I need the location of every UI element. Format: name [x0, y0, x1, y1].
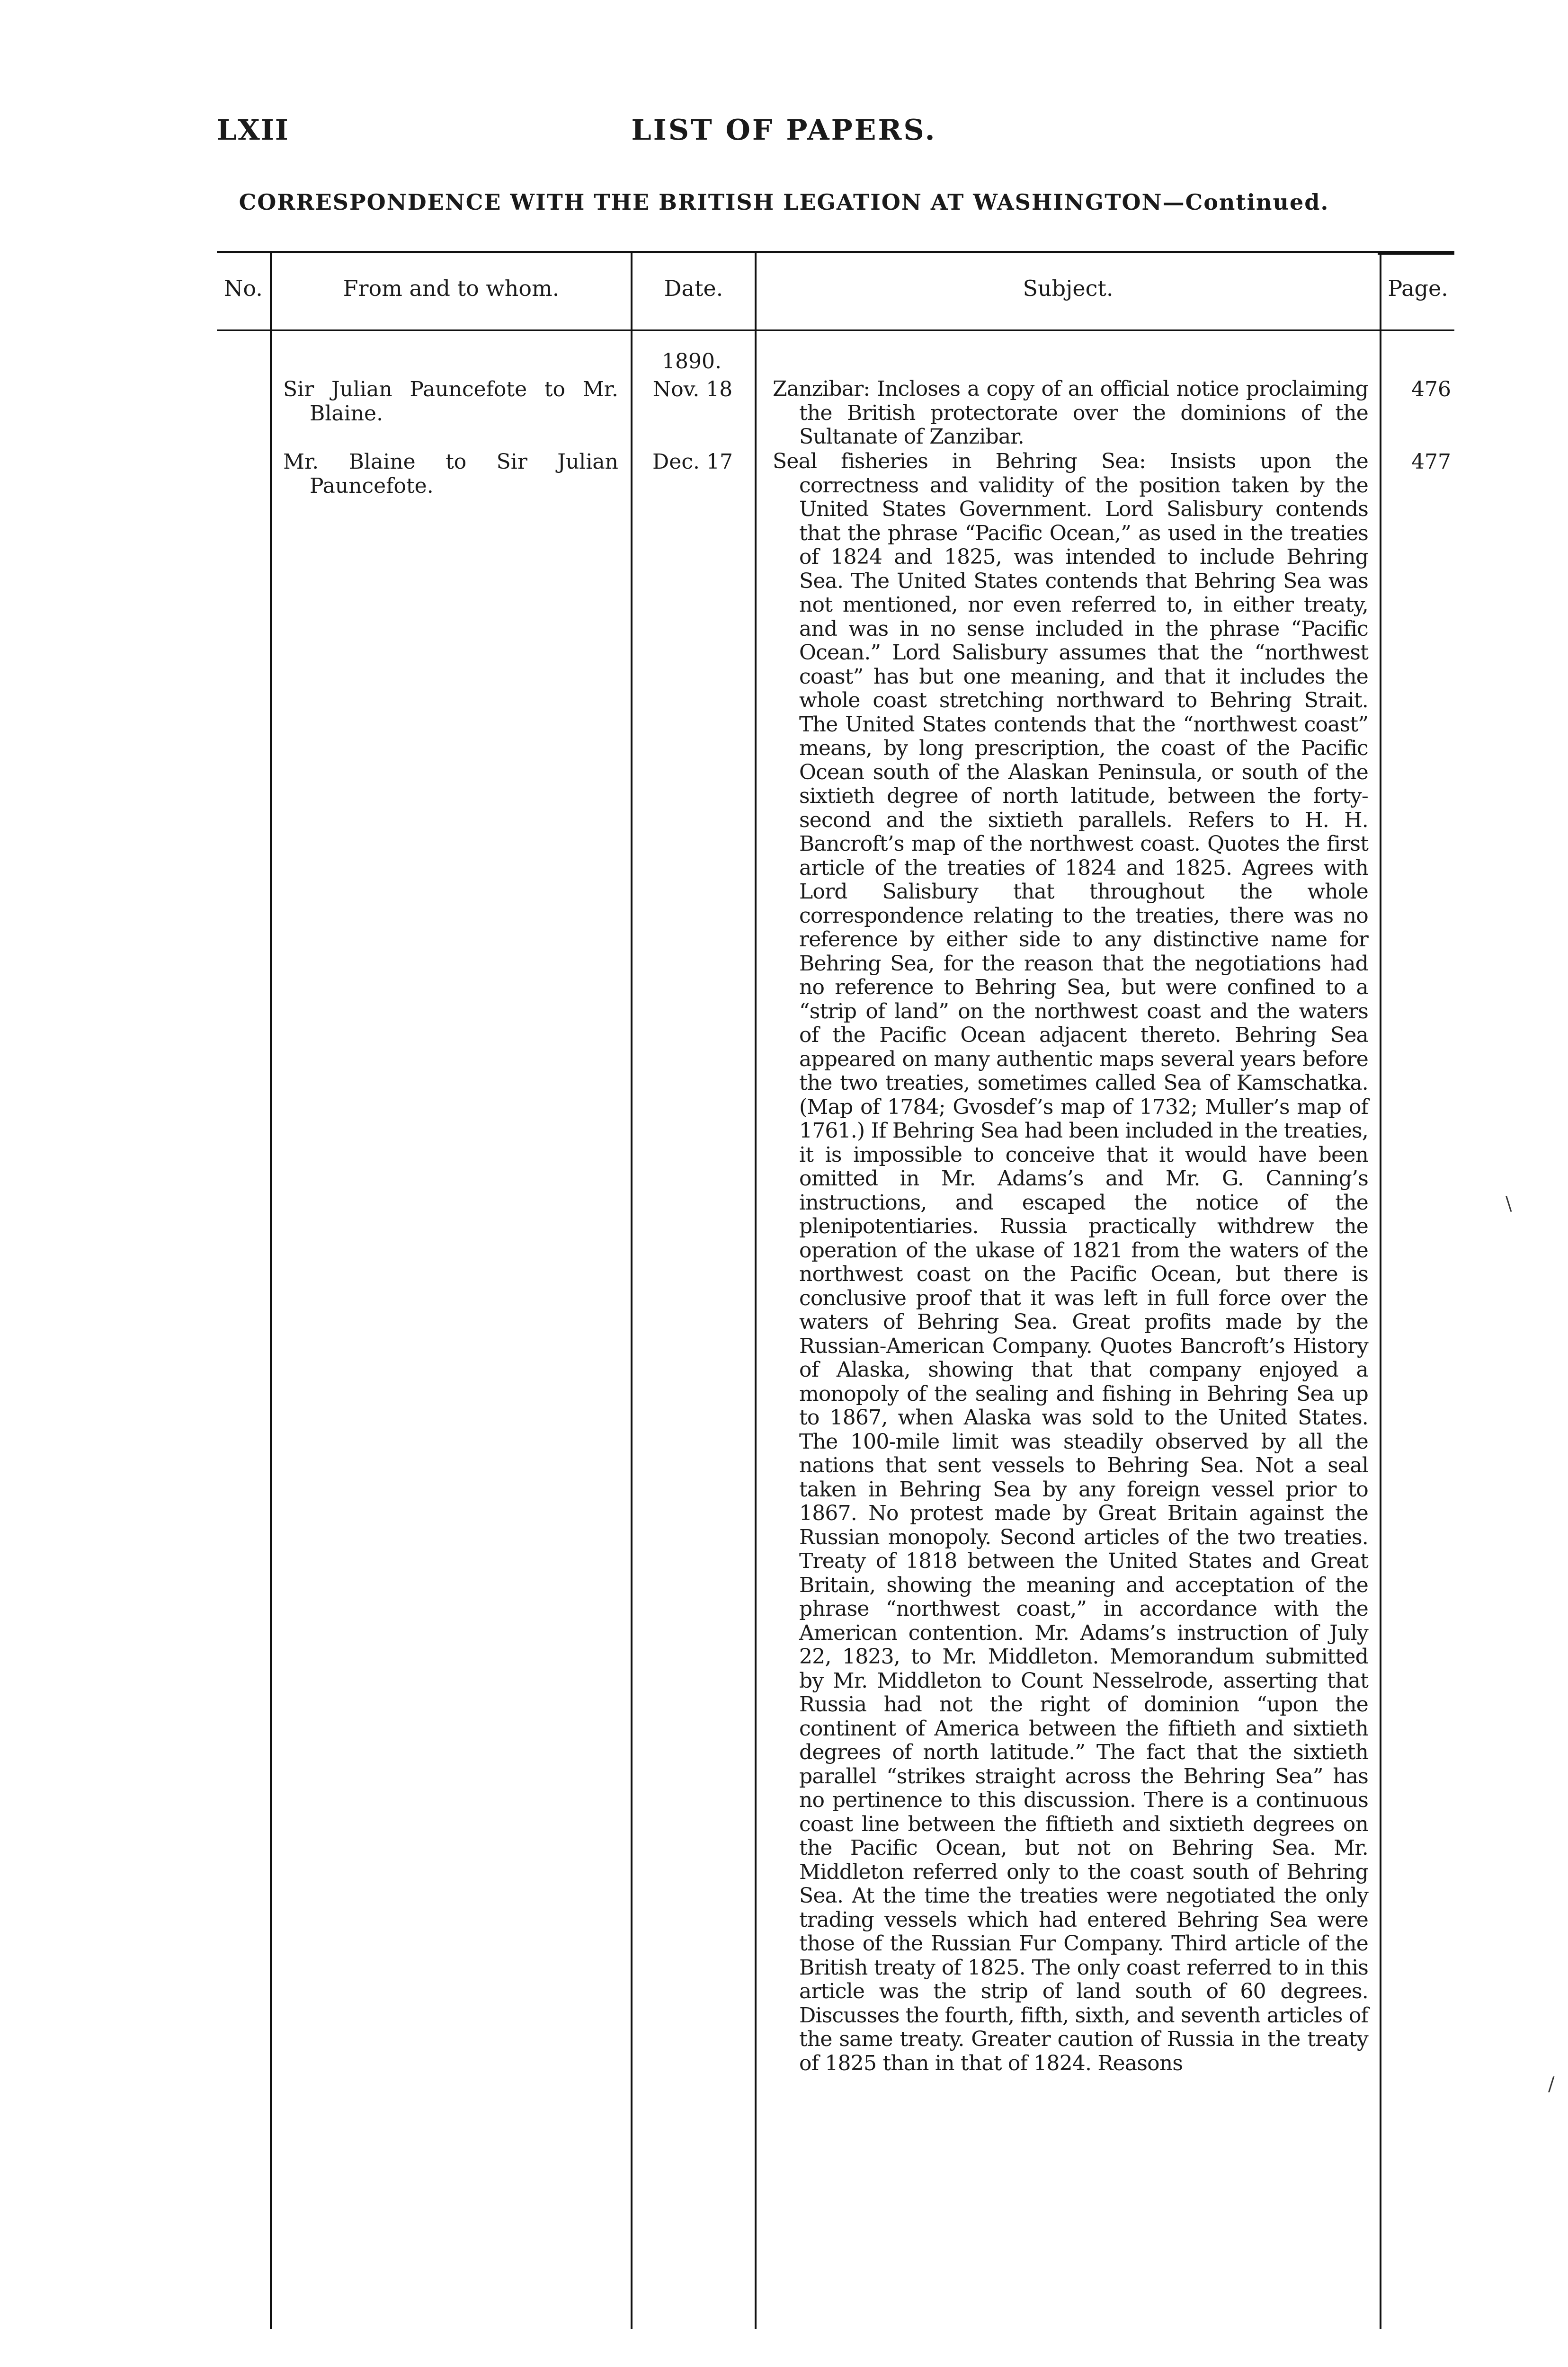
year-label: 1890. [662, 349, 722, 374]
table-row-2-page: 477 [1411, 450, 1451, 474]
column-header-subject: Subject. [1023, 276, 1114, 301]
column-header-date: Date. [664, 276, 723, 301]
table-row-1-from-to: Sir Julian Pauncefote to Mr. Blaine. [283, 377, 618, 426]
table-row-1-subject: Zanzibar: Incloses a copy of an official notice proclaiming the British protectorate over the dominions of the Sultanate of Zanzibar. [773, 377, 1368, 449]
column-divider-no [270, 253, 272, 2329]
table-top-rule-right [1378, 253, 1454, 255]
column-divider-subject [1380, 253, 1381, 2329]
column-header-page: Page. [1388, 276, 1448, 301]
column-header-no: No. [224, 276, 263, 301]
table-row-2-subject: Seal fisheries in Behring Sea: Insists upon the correctness and validity of the position taken by the United States Government. Lord Salisbury contends that the phrase “Pacific Ocean,” as used in the treaties of 1824 and 1825, was intended to include Behring Sea. The United States contends that Behring Sea was not mentioned, nor even referred to, in either treaty, and was in no sense included in the phrase “Pacific Ocean.” Lord Salisbury assumes that the “northwest coast” has but one meaning, and that it includes the whole coast stretching northward to Behring Strait. The United States contends that the “northwest coast” means, by long prescription, the coast of the Pacific Ocean south of the Alaskan Peninsula, or south of the sixtieth degree of north latitude, between the forty-second and the sixtieth parallels. Refers to H. H. Bancroft’s map of the northwest coast. Quotes the first article of the treaties of 1824 and 1825. Agrees with Lord Salisbury that throughout the whole correspondence relating to the treaties, there was no reference by either side to any distinctive name for Behring Sea, for the reason that the negotiations had no reference to Behring Sea, but were confined to a “strip of land” on the northwest coast and the waters of the Pacific Ocean adjacent thereto. Behring Sea appeared on many authentic maps several years before the two treaties, sometimes called Sea of Kamschatka. (Map of 1784; Gvosdef’s map of 1732; Muller’s map of 1761.) If Behring Sea had been included in the treaties, it is impossible to conceive that it would have been omitted in Mr. Adams’s and Mr. G. Canning’s instructions, and escaped the notice of the plenipotentiaries. Russia practically withdrew the operation of the ukase of 1821 from the waters of the northwest coast on the Pacific Ocean, but there is conclusive proof that it was left in full force over the waters of Behring Sea. Great profits made by the Russian-American Company. Quotes Bancroft’s History of Alaska, showing that that company enjoyed a monopoly of the sealing and fishing in Behring Sea up to 1867, when Alaska was sold to the United States. The 100-mile limit was steadily observed by all the nations that sent vessels to Behring Sea. Not a seal taken in Behring Sea by any foreign vessel prior to 1867. No protest made by Great Britain against the Russian monopoly. Second articles of the two treaties. Treaty of 1818 between the United States and Great Britain, showing the meaning and acceptation of the phrase “northwest coast,” in accordance with the American contention. Mr. Adams’s instruction of July 22, 1823, to Mr. Middleton. Memorandum submitted by Mr. Middleton to Count Nesselrode, asserting that Russia had not the right of dominion “upon the continent of America between the fiftieth and sixtieth degrees of north latitude.” The fact that the sixtieth parallel “strikes straight across the Behring Sea” has no pertinence to this discussion. There is a continuous coast line between the fiftieth and sixtieth degrees on the Pacific Ocean, but not on Behring Sea. Mr. Middleton referred only to the coast south of Behring Sea. At the time the treaties were negotiated the only trading vessels which had entered Behring Sea were those of the Russian Fur Company. Third article of the British treaty of 1825. The only coast referred to in this article was the strip of land south of 60 degrees. Discusses the fourth, fifth, sixth, and seventh articles of the same treaty. Greater caution of Russia in the treaty of 1825 than in that of 1824. Reasons [773, 449, 1368, 2075]
table-row-2-date: Dec. 17 [652, 450, 733, 474]
table-row-1-page: 476 [1411, 377, 1451, 401]
page-title: LIST OF PAPERS. [631, 114, 937, 147]
column-header-from-to: From and to whom. [343, 276, 560, 301]
scan-mark: / [1548, 2073, 1555, 2095]
table-row-1-date: Nov. 18 [652, 377, 733, 401]
column-divider-from [631, 253, 633, 2329]
table-top-rule [217, 251, 1454, 253]
header-bottom-rule [217, 329, 1454, 331]
scan-mark: \ [1506, 1193, 1512, 1215]
page-number: LXII [217, 114, 289, 147]
table-row-2-from-to: Mr. Blaine to Sir Julian Pauncefote. [283, 450, 618, 498]
section-subheading: CORRESPONDENCE WITH THE BRITISH LEGATION AT WASHINGTON—Continued. [239, 189, 1329, 215]
column-divider-date [755, 253, 757, 2329]
